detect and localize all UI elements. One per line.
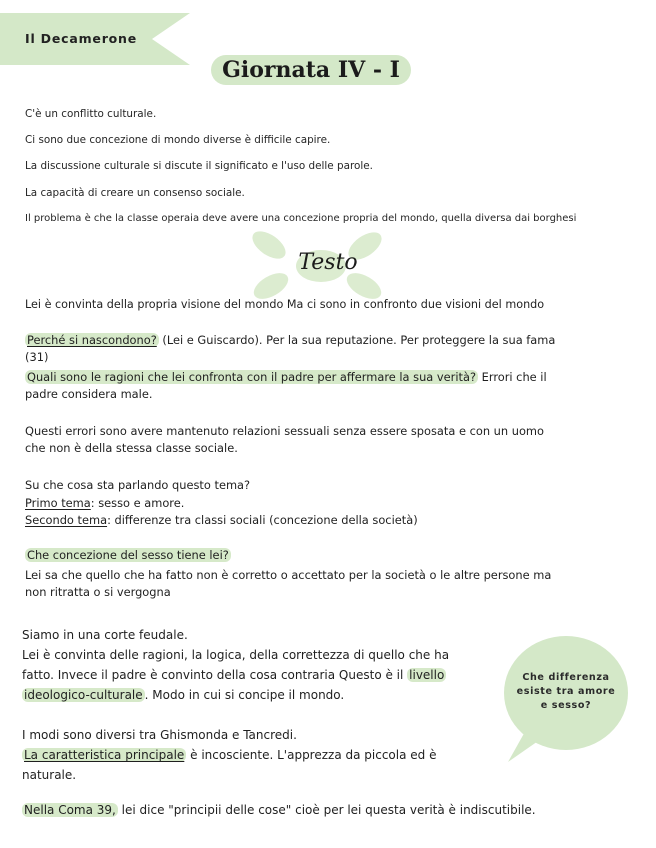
reference-text: (31) [25, 350, 49, 364]
body-paragraph [22, 802, 536, 819]
bubble-line: Che differenza [522, 672, 610, 683]
body-paragraph: Lei è convinta delle ragioni, la logica, della correttezza di quello che ha [22, 648, 450, 662]
keyword-highlight: La caratteristica principale [24, 748, 185, 762]
bubble-line: e sesso? [540, 700, 592, 711]
theme-text: : differenze tra classi sociali (concezione della società) [107, 513, 418, 527]
theme-line [25, 512, 418, 529]
bubble-line: esiste tra amore [516, 686, 616, 697]
body-paragraph [22, 687, 344, 704]
body-paragraph: che non è della stessa classe sociale. [25, 441, 238, 455]
body-paragraph: Lei è convinta della propria visione del mondo Ma ci sono in confronto due visioni del mondo [25, 298, 545, 311]
section-title: Testo [298, 250, 358, 275]
question-block [25, 332, 555, 349]
intro-line: Il problema è che la classe operaia deve avere una concezione propria del mondo, quella diversa dai borghesi [25, 213, 577, 224]
question-block [25, 547, 231, 564]
theme-line [25, 495, 184, 512]
question-highlight: Quali sono le ragioni che lei confronta con il padre per affermare la sua verità? [27, 370, 477, 384]
body-text: fatto. Invece il padre è convinto della cosa contraria Questo è il [22, 668, 408, 682]
answer-text: padre considera male. [25, 387, 153, 401]
body-paragraph: Siamo in una corte feudale. [22, 628, 188, 642]
body-paragraph: non ritratta o si vergogna [25, 585, 171, 599]
body-paragraph: Lei sa che quello che ha fatto non è corretto o accettato per la società o le altre persone ma [25, 568, 552, 582]
question-highlight: Perché si nascondono? [27, 333, 157, 347]
intro-line: C'è un conflitto culturale. [25, 108, 157, 120]
question-highlight: Che concezione del sesso tiene lei? [27, 548, 229, 562]
page-title: Giornata IV - I [222, 57, 400, 83]
body-paragraph [22, 667, 446, 684]
theme-text: : sesso e amore. [90, 496, 185, 510]
intro-line: Ci sono due concezione di mondo diverse è difficile capire. [25, 134, 331, 146]
body-paragraph: naturale. [22, 768, 77, 782]
theme-label: Secondo tema [25, 513, 108, 527]
answer-text: (Lei e Guiscardo). Per la sua reputazione. Per proteggere la sua fama [158, 333, 556, 347]
theme-label: Primo tema [25, 496, 91, 510]
banner-label: Il Decamerone [25, 31, 138, 46]
keyword-highlight: Nella Coma 39, [24, 803, 116, 817]
question-block [25, 369, 547, 386]
body-text: è incosciente. L'apprezza da piccola ed è [186, 748, 437, 762]
body-text: lei dice "principii delle cose" cioè per lei questa verità è indiscutibile. [117, 803, 536, 817]
keyword-highlight: livello [409, 668, 445, 682]
answer-text: Errori che il [478, 370, 547, 384]
body-paragraph: Questi errori sono avere mantenuto relazioni sessuali senza essere sposata e con un uomo [25, 424, 544, 438]
intro-line: La discussione culturale si discute il significato e l'uso delle parole. [25, 160, 373, 172]
body-question: Su che cosa sta parlando questo tema? [25, 478, 251, 492]
body-paragraph [22, 747, 436, 764]
body-text: . Modo in cui si concipe il mondo. [144, 688, 345, 702]
speech-bubble-text [504, 671, 628, 713]
intro-line: La capacità di creare un consenso sociale. [25, 187, 245, 199]
keyword-highlight: ideologico-culturale [24, 688, 143, 702]
body-paragraph: I modi sono diversi tra Ghismonda e Tancredi. [22, 728, 297, 742]
